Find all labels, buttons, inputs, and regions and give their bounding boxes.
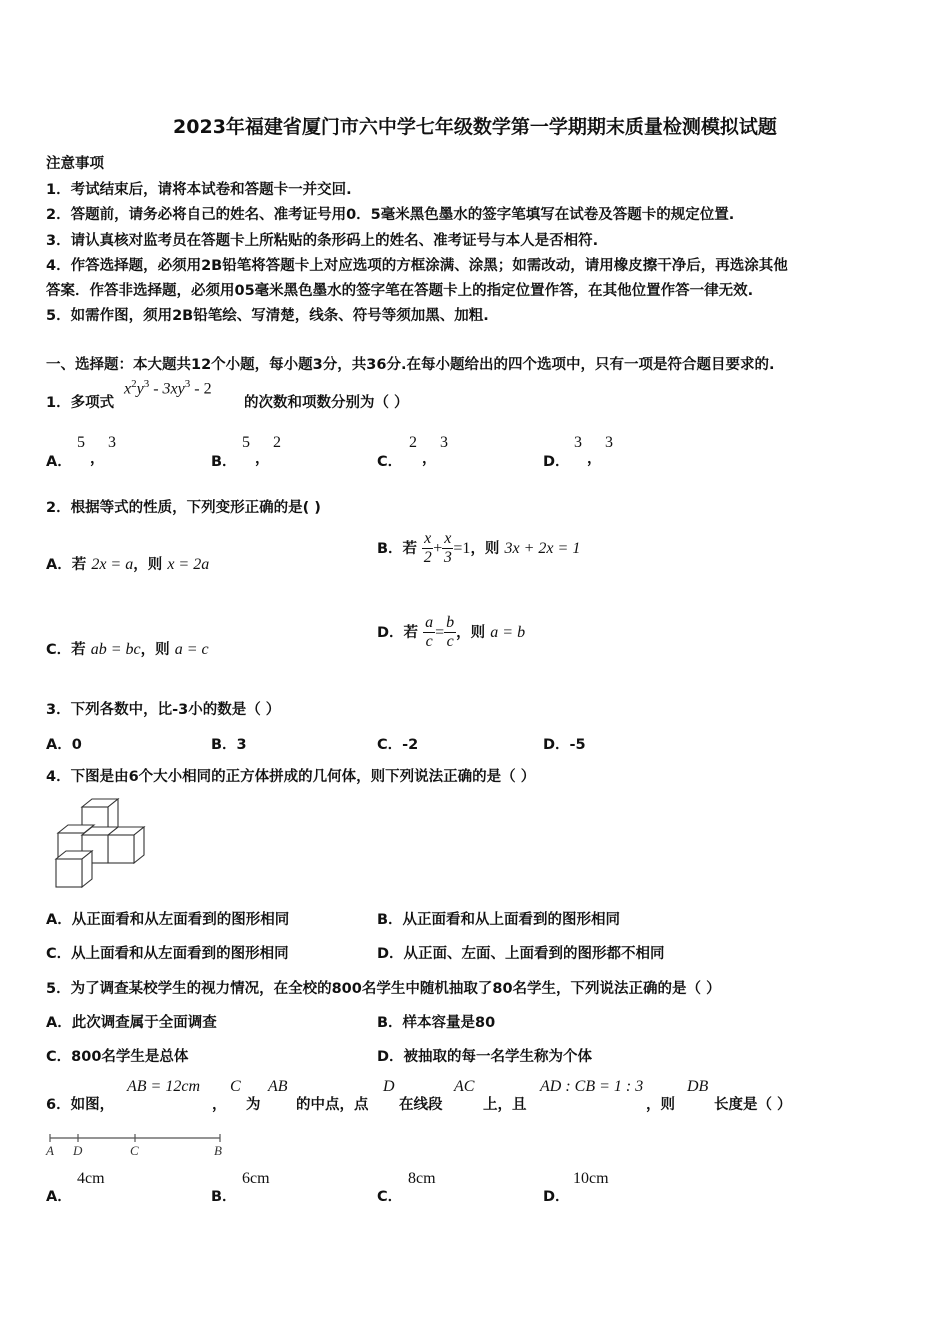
- point-label-a: A: [46, 1143, 54, 1158]
- q1-comma: ，: [422, 451, 437, 467]
- q1-option-c-label: C．: [377, 454, 403, 470]
- q1-expr-mid: - 3xy: [149, 380, 185, 398]
- line-segment-figure: [44, 1130, 229, 1160]
- q2-c-label: C．若: [46, 642, 86, 658]
- notice-item: 答案．作答非选择题，必须用05毫米黑色墨水的签字笔在答题卡上的指定位置作答，在其他位置作答一律无效.: [46, 283, 754, 299]
- q1-option-b-v2: 2: [273, 434, 281, 451]
- q2-option-a: [46, 553, 209, 574]
- q2-d-label: D．若: [377, 625, 419, 641]
- q6-text: 6．如图，: [46, 1097, 115, 1113]
- q6-text: 在线段: [399, 1097, 443, 1113]
- cube-figure: [46, 797, 150, 891]
- q6-option-c-value: 8cm: [408, 1170, 436, 1187]
- q5-option-d: D．被抽取的每一名学生称为个体: [377, 1049, 593, 1065]
- q6-segment-db: DB: [687, 1078, 709, 1095]
- q1-option-a-label: A．: [46, 454, 72, 470]
- q6-text: 上，且: [483, 1097, 527, 1113]
- q2-a-label: A．若: [46, 557, 87, 573]
- q6-point-c: C: [230, 1078, 241, 1095]
- q1-comma: ，: [255, 451, 270, 467]
- q4-option-c: C．从上面看和从左面看到的图形相同: [46, 946, 289, 962]
- notice-item: 4．作答选择题，必须用2B铅笔将答题卡上对应选项的方框涂满、涂黑；如需改动，请用橡皮擦干净后，再选涂其他: [46, 258, 788, 274]
- q1-option-c-v2: 3: [440, 434, 448, 451]
- q3-option-d: D．-5: [543, 737, 586, 753]
- q6-text: 长度是（ ）: [714, 1097, 792, 1113]
- point-label-d: D: [73, 1143, 83, 1158]
- q6-point-d: D: [383, 1078, 395, 1095]
- q6-option-c-label: C．: [377, 1189, 403, 1205]
- q2-a-then: ，则: [133, 557, 163, 573]
- q1-option-d-v1: 3: [574, 434, 582, 451]
- q2-b-label: B．若: [377, 541, 418, 557]
- q2-option-d: D．若 $\frac{a}{c}$ = $\frac{b}{c}$ ，则 a = b: [377, 614, 526, 650]
- q5-stem: 5．为了调查某校学生的视力情况，在全校的800名学生中随机抽取了80名学生，下列说法正确的是（ ）: [46, 981, 721, 997]
- q3-option-a: A．0: [46, 737, 82, 753]
- q6-option-b-value: 6cm: [242, 1170, 270, 1187]
- q6-segment-ac: AC: [454, 1078, 475, 1095]
- q5-option-a: A．此次调查属于全面调查: [46, 1015, 217, 1031]
- q4-option-d: D．从正面、左面、上面看到的图形都不相同: [377, 946, 665, 962]
- q2-c-then: ，则: [140, 642, 170, 658]
- notice-item: 3．请认真核对监考员在答题卡上所粘贴的条形码上的姓名、准考证号与本人是否相符.: [46, 233, 599, 249]
- q6-option-a-value: 4cm: [77, 1170, 105, 1187]
- notice-item: 2．答题前，请务必将自己的姓名、准考证号用0．5毫米黑色墨水的签字笔填写在试卷及答题卡的规定位置.: [46, 207, 735, 223]
- q4-option-a: A．从正面看和从左面看到的图形相同: [46, 912, 290, 928]
- q2-option-b: B．若 $\frac{x}{2}$ + $\frac{x}{3}$ =1，则 3x + 2x = 1: [377, 530, 581, 566]
- q6-ratio: AD : CB = 1 : 3: [540, 1078, 644, 1095]
- q1-prefix: 1．多项式: [46, 395, 115, 411]
- q5-option-c: C．800名学生是总体: [46, 1049, 189, 1065]
- q2-a-lhs: 2x = a: [91, 556, 134, 573]
- q2-d-rhs: a = b: [490, 624, 526, 641]
- q6-option-b-label: B．: [211, 1189, 237, 1205]
- q1-option-d-label: D．: [543, 454, 570, 470]
- q3-stem: 3．下列各数中，比-3小的数是（ ）: [46, 702, 281, 718]
- point-label-b: B: [214, 1143, 222, 1158]
- q6-option-a-label: A．: [46, 1189, 72, 1205]
- q2-stem: 2．根据等式的性质，下列变形正确的是( ): [46, 500, 321, 516]
- q2-b-then: ，则: [470, 541, 500, 557]
- q4-option-b: B．从正面看和从上面看到的图形相同: [377, 912, 621, 928]
- q1-comma: ，: [90, 451, 105, 467]
- page-title: 2023年福建省厦门市六中学七年级数学第一学期期末质量检测模拟试题: [173, 116, 777, 138]
- q1-expr-end: - 2: [190, 380, 212, 398]
- q2-b-rhs: 3x + 2x = 1: [504, 540, 581, 557]
- q6-text: ，则: [646, 1097, 675, 1113]
- q1-option-c-v1: 2: [409, 434, 417, 451]
- q1-comma: ，: [587, 451, 602, 467]
- q6-text: 为: [246, 1097, 261, 1113]
- q6-segment-ab: AB: [268, 1078, 288, 1095]
- notice-item: 1．考试结束后，请将本试卷和答题卡一并交回.: [46, 182, 352, 198]
- q2-d-then: ，则: [456, 625, 486, 641]
- q1-polynomial: $x^2y^3 - 3xy^3 - 2$: [124, 378, 212, 398]
- q1-option-b-label: B．: [211, 454, 237, 470]
- q3-option-b: B．3: [211, 737, 247, 753]
- q1-option-a-v2: 3: [108, 434, 116, 451]
- q2-option-c: [46, 638, 209, 659]
- section-heading: 一、选择题：本大题共12个小题，每小题3分，共36分.在每小题给出的四个选项中，只有一项是符合题目要求的.: [46, 357, 775, 373]
- q6-option-d-value: 10cm: [573, 1170, 609, 1187]
- q2-c-lhs: ab = bc: [90, 641, 141, 658]
- q5-option-b: B．样本容量是80: [377, 1015, 496, 1031]
- q6-text: 的中点，点: [296, 1097, 369, 1113]
- q1-option-a-v1: 5: [77, 434, 85, 451]
- q3-option-c: C．-2: [377, 737, 419, 753]
- q6-option-d-label: D．: [543, 1189, 570, 1205]
- q2-a-rhs: x = 2a: [167, 556, 210, 573]
- q1-option-d-v2: 3: [605, 434, 613, 451]
- q6-text: ，: [212, 1097, 227, 1113]
- q4-stem: 4．下图是由6个大小相同的正方体拼成的几何体，则下列说法正确的是（ ）: [46, 769, 536, 785]
- point-label-c: C: [130, 1143, 139, 1158]
- q6-ab-length: AB = 12cm: [127, 1078, 200, 1095]
- q2-c-rhs: a = c: [174, 641, 209, 658]
- notice-item: 5．如需作图，须用2B铅笔绘、写清楚，线条、符号等须加黑、加粗.: [46, 308, 489, 324]
- notice-heading: 注意事项: [46, 156, 104, 172]
- q1-suffix: 的次数和项数分别为（ ）: [244, 395, 409, 411]
- q1-option-b-v1: 5: [242, 434, 250, 451]
